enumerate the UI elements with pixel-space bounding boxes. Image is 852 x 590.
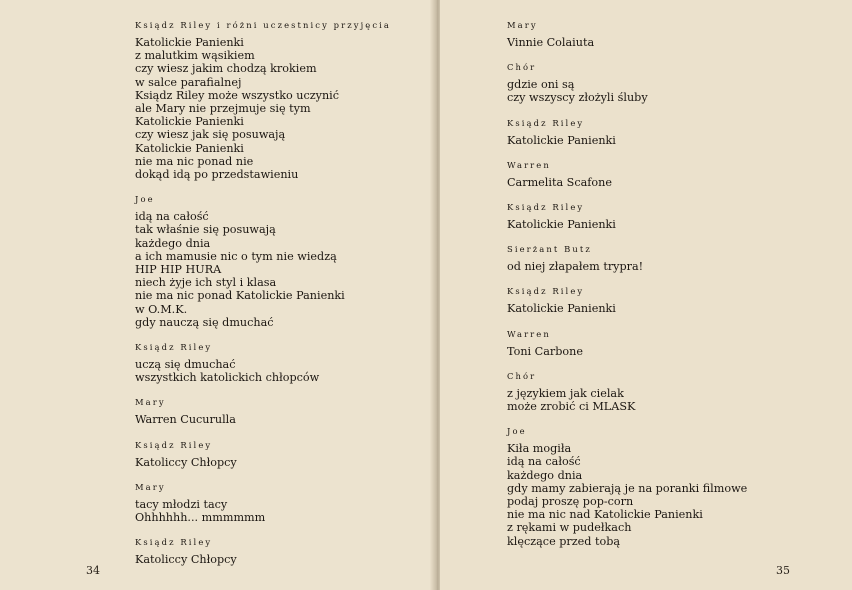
speaker-name: Mary bbox=[135, 397, 166, 408]
verse-line: każdego dnia bbox=[507, 468, 583, 482]
verse-line: z malutkim wąsikiem bbox=[135, 49, 255, 63]
speaker-name: Ksiądz Riley i różni uczestnicy przyjęcia bbox=[135, 20, 392, 30]
verse-line: gdzie oni są bbox=[507, 78, 575, 92]
verse-line: Katolickie Panienki bbox=[507, 133, 616, 147]
verse-line: nie ma nic ponad Katolickie Panienki bbox=[135, 289, 345, 303]
verse-line: Katoliccy Chłopcy bbox=[135, 553, 237, 567]
speaker-name: Ksiądz Riley bbox=[135, 342, 213, 353]
verse-line: podaj proszę pop-corn bbox=[507, 495, 634, 509]
dialogue-block bbox=[135, 439, 425, 469]
verse-line: nie ma nic ponad nie bbox=[135, 154, 254, 168]
speaker-name: Warren bbox=[507, 328, 551, 339]
speaker-name: Joe bbox=[135, 194, 155, 205]
speaker-name: Joe bbox=[507, 426, 527, 437]
dialogue-block bbox=[135, 481, 425, 524]
dialogue-block bbox=[507, 370, 837, 413]
speaker-name: Sierżant Butz bbox=[507, 244, 592, 255]
page-number: 35 bbox=[776, 564, 790, 577]
verse-line: Ohhhhhh... mmmmmm bbox=[135, 511, 266, 525]
dialogue-block bbox=[507, 425, 837, 548]
verse-line: wszystkich katolickich chłopców bbox=[135, 371, 320, 385]
verse-line: a ich mamusie nic o tym nie wiedzą bbox=[135, 249, 337, 263]
verse-line: tak właśnie się posuwają bbox=[135, 223, 276, 237]
dialogue-block bbox=[135, 536, 425, 566]
verse-line: Vinnie Colaiuta bbox=[507, 36, 595, 49]
dialogue-block bbox=[507, 243, 837, 273]
verse-line: każdego dnia bbox=[135, 236, 211, 250]
dialogue-block bbox=[507, 61, 837, 104]
verse-line: czy wszyscy złożyli śluby bbox=[507, 91, 648, 105]
speaker-name: Warren bbox=[507, 159, 551, 170]
verse-line: w salce parafialnej bbox=[135, 75, 242, 89]
verse-line: Katoliccy Chłopcy bbox=[135, 455, 237, 469]
verse-line: idą na całość bbox=[507, 455, 581, 469]
speaker-name: Mary bbox=[507, 20, 538, 30]
verse-line: Toni Carbone bbox=[507, 344, 583, 358]
page-number: 34 bbox=[86, 564, 100, 577]
speaker-name: Ksiądz Riley bbox=[507, 202, 585, 213]
dialogue-block bbox=[507, 201, 837, 231]
dialogue-block bbox=[135, 19, 425, 181]
verse-line: dokąd idą po przedstawieniu bbox=[135, 168, 299, 182]
speaker-name: Mary bbox=[135, 481, 166, 492]
speaker-name: Ksiądz Riley bbox=[135, 537, 213, 548]
verse-line: Katolickie Panienki bbox=[135, 115, 244, 129]
verse-line: HIP HIP HURA bbox=[135, 263, 222, 277]
verse-line: tacy młodzi tacy bbox=[135, 497, 228, 511]
verse-line: nie ma nic nad Katolickie Panienki bbox=[507, 508, 703, 522]
verse-line: Katolickie Panienki bbox=[135, 36, 244, 49]
speaker-name: Chór bbox=[507, 62, 537, 73]
right-text-column bbox=[507, 19, 837, 560]
verse-line: gdy nauczą się dmuchać bbox=[135, 315, 274, 329]
verse-line: klęczące przed tobą bbox=[507, 534, 621, 548]
dialogue-block bbox=[507, 117, 837, 147]
dialogue-block bbox=[135, 341, 425, 384]
verse-line: gdy mamy zabierają je na poranki filmowe bbox=[507, 481, 748, 495]
verse-line: z rękami w pudełkach bbox=[507, 521, 632, 535]
verse-line: czy wiesz jak się posuwają bbox=[135, 128, 286, 142]
left-text-column bbox=[135, 19, 425, 578]
speaker-name: Ksiądz Riley bbox=[507, 117, 585, 128]
verse-line: z językiem jak cielak bbox=[507, 386, 624, 400]
dialogue-block bbox=[507, 285, 837, 315]
verse-line: idą na całość bbox=[135, 210, 209, 224]
verse-line: Kiła mogiła bbox=[507, 442, 572, 456]
dialogue-block bbox=[135, 193, 425, 329]
verse-line: Carmelita Scafone bbox=[507, 175, 612, 189]
verse-line: uczą się dmuchać bbox=[135, 358, 236, 372]
speaker-name: Chór bbox=[507, 370, 537, 381]
dialogue-block bbox=[507, 19, 837, 49]
dialogue-block bbox=[507, 328, 837, 358]
speaker-name: Ksiądz Riley bbox=[135, 439, 213, 450]
verse-line: Katolickie Panienki bbox=[135, 141, 244, 155]
right-page bbox=[440, 0, 852, 590]
verse-line: niech żyje ich styl i klasa bbox=[135, 276, 277, 290]
verse-line: Katolickie Panienki bbox=[507, 302, 616, 316]
verse-line: czy wiesz jakim chodzą krokiem bbox=[135, 62, 317, 76]
dialogue-block bbox=[135, 396, 425, 426]
dialogue-block bbox=[507, 159, 837, 189]
verse-line: ale Mary nie przejmuje się tym bbox=[135, 102, 311, 116]
verse-line: w O.M.K. bbox=[135, 302, 188, 316]
verse-line: może zrobić ci MLASK bbox=[507, 400, 636, 414]
verse-line: Katolickie Panienki bbox=[507, 218, 616, 232]
speaker-name: Ksiądz Riley bbox=[507, 286, 585, 297]
verse-line: Warren Cucurulla bbox=[135, 413, 236, 427]
verse-line: od niej złapałem trypra! bbox=[507, 260, 644, 274]
verse-line: Ksiądz Riley może wszystko uczynić bbox=[135, 88, 340, 102]
